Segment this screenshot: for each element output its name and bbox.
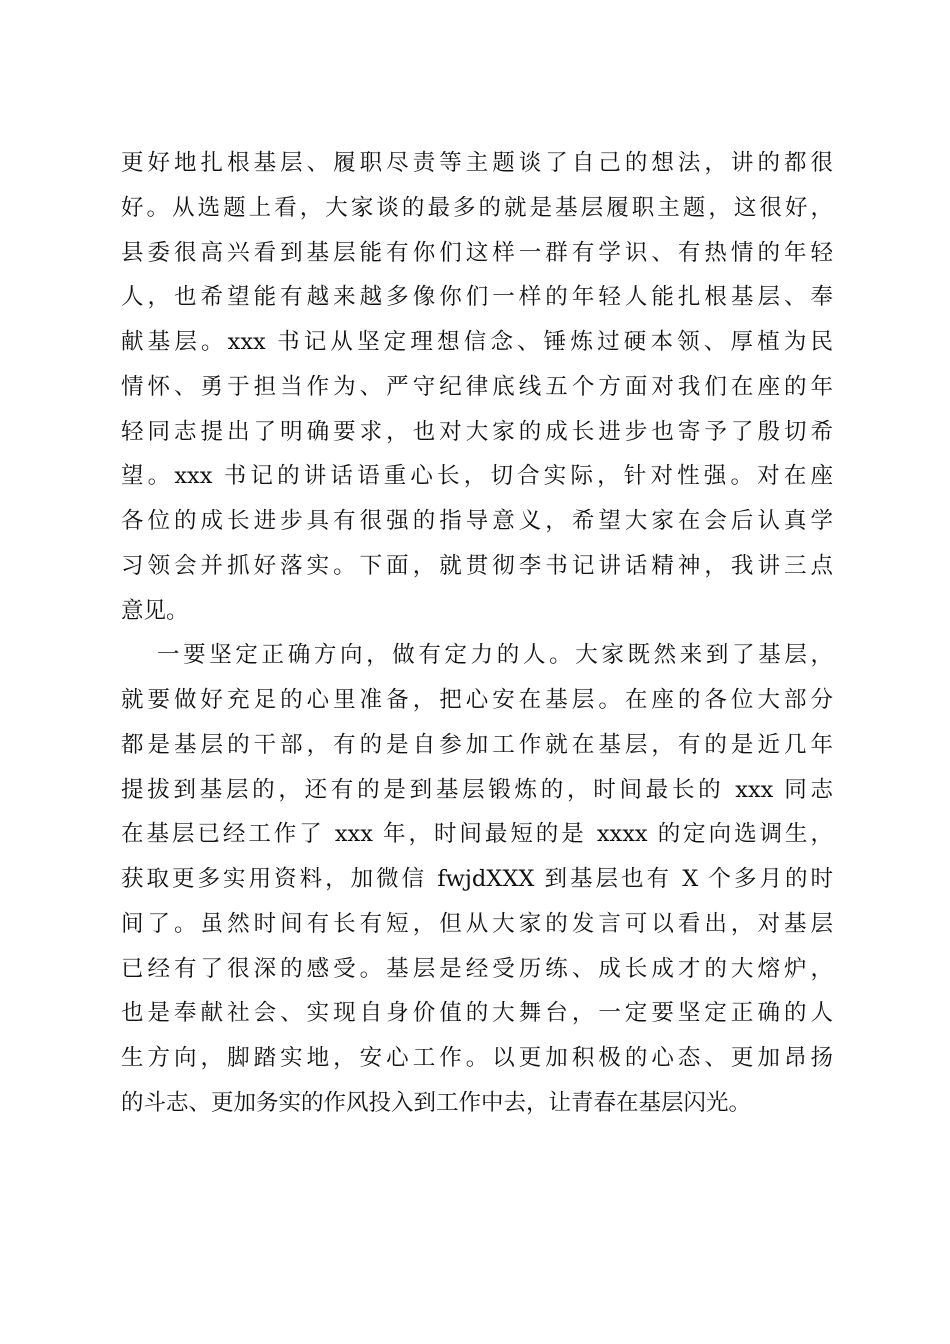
paragraph-2 bbox=[121, 633, 833, 1125]
text-line: 更好地扎根基层、履职尽责等主题谈了自己的想法，讲的都很 bbox=[121, 150, 833, 176]
text-line: 就要做好充足的心里准备，把心安在基层。在座的各位大部分 bbox=[121, 687, 833, 713]
text-line: 轻同志提出了明确要求，也对大家的成长进步也寄予了殷切希 bbox=[121, 418, 833, 445]
text-line: 献基层。xxx 书记从坚定理想信念、锤炼过硬本领、厚植为民 bbox=[121, 329, 833, 355]
text-line: 的斗志、更加务实的作风投入到工作中去，让青春在基层闪光。 bbox=[121, 1089, 752, 1116]
text-line: 都是基层的干部，有的是自参加工作就在基层，有的是近几年 bbox=[121, 731, 833, 758]
text-line: 县委很高兴看到基层能有你们这样一群有学识、有热情的年轻 bbox=[121, 239, 833, 266]
text-line: 人，也希望能有越来越多像你们一样的年轻人能扎根基层、奉 bbox=[121, 284, 833, 311]
text-line: 情怀、勇于担当作为、严守纪律底线五个方面对我们在座的年 bbox=[121, 373, 833, 400]
text-line: 已经有了很深的感受。基层是经受历练、成长成才的大熔炉， bbox=[121, 955, 833, 982]
text-line: 一要坚定正确方向，做有定力的人。大家既然来到了基层， bbox=[157, 642, 833, 669]
text-line: 提拔到基层的，还有的是到基层锻炼的，时间最长的 xxx 同志 bbox=[121, 776, 833, 803]
text-line: 间了。虽然时间有长有短，但从大家的发言可以看出，对基层 bbox=[121, 910, 833, 937]
text-line: 意见。 bbox=[121, 597, 189, 624]
text-line: 好。从选题上看，大家谈的最多的就是基层履职主题，这很好， bbox=[121, 194, 833, 221]
paragraph-1 bbox=[121, 141, 833, 633]
text-line: 也是奉献社会、实现自身价值的大舞台，一定要坚定正确的人 bbox=[121, 1000, 833, 1027]
text-line: 获取更多实用资料，加微信 fwjdXXX 到基层也有 X 个多月的时 bbox=[121, 866, 833, 892]
text-line: 在基层已经工作了 xxx 年，时间最短的是 xxxx 的定向选调生， bbox=[121, 821, 833, 848]
text-line: 望。xxx 书记的讲话语重心长，切合实际，针对性强。对在座 bbox=[121, 463, 833, 490]
text-line: 各位的成长进步具有很强的指导意义，希望大家在会后认真学 bbox=[121, 508, 833, 534]
text-line: 习领会并抓好落实。下面，就贯彻李书记讲话精神，我讲三点 bbox=[121, 552, 833, 579]
text-line: 生方向，脚踏实地，安心工作。以更加积极的心态、更加昂扬 bbox=[121, 1045, 833, 1071]
body-text bbox=[121, 141, 833, 1126]
